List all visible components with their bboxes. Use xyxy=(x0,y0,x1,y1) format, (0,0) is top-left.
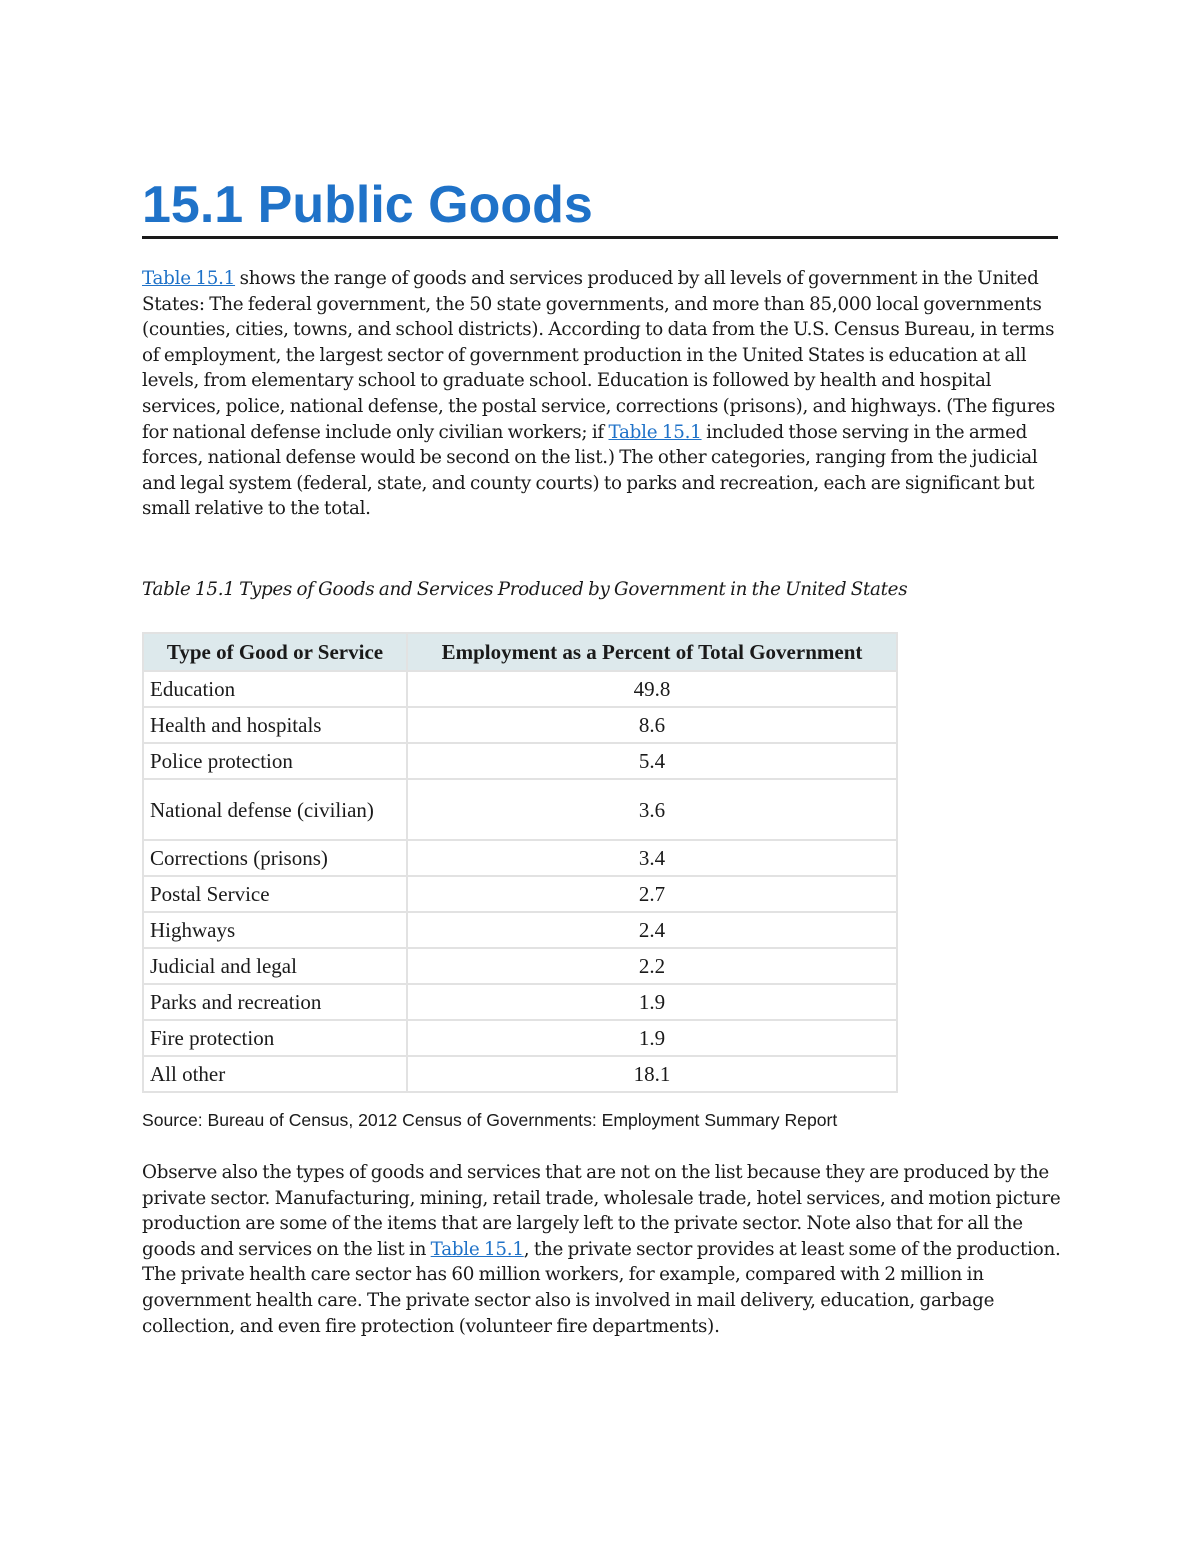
table-row xyxy=(144,744,896,778)
row-label: Police protection xyxy=(144,744,406,778)
table-caption: Table 15.1 Types of Goods and Services Produced by Government in the United States xyxy=(142,579,908,600)
row-value: 1.9 xyxy=(408,1021,896,1055)
row-value: 8.6 xyxy=(408,708,896,742)
row-label: Education xyxy=(144,672,406,706)
row-label: National defense (civilian) xyxy=(144,780,406,839)
column-header-employment: Employment as a Percent of Total Government xyxy=(408,634,896,670)
row-label: Health and hospitals xyxy=(144,708,406,742)
intro-text-part-2: included those serving in the armed forces, national defense would be second on the list.) The other categories, ranging from the judicial and legal system (federal, state, and county courts) to parks and recreation, each are significant but small relative to the total. xyxy=(142,421,1038,520)
table-15-1-link[interactable]: Table 15.1 xyxy=(142,268,236,289)
table-row xyxy=(144,1057,896,1091)
table-row xyxy=(144,672,896,706)
table-row xyxy=(144,780,896,839)
row-value: 1.9 xyxy=(408,985,896,1019)
row-value: 2.4 xyxy=(408,913,896,947)
table-row xyxy=(144,841,896,875)
table-row xyxy=(144,1021,896,1055)
row-label: Fire protection xyxy=(144,1021,406,1055)
intro-paragraph xyxy=(142,266,1062,522)
table-row xyxy=(144,913,896,947)
closing-paragraph xyxy=(142,1160,1062,1339)
table-row xyxy=(144,985,896,1019)
table-row xyxy=(144,708,896,742)
page-title: 15.1 Public Goods xyxy=(142,172,1058,239)
row-label: All other xyxy=(144,1057,406,1091)
row-value: 49.8 xyxy=(408,672,896,706)
row-value: 18.1 xyxy=(408,1057,896,1091)
table-row xyxy=(144,949,896,983)
row-value: 2.7 xyxy=(408,877,896,911)
column-header-type: Type of Good or Service xyxy=(144,634,406,670)
row-label: Highways xyxy=(144,913,406,947)
table-row xyxy=(144,877,896,911)
row-value: 5.4 xyxy=(408,744,896,778)
row-label: Corrections (prisons) xyxy=(144,841,406,875)
row-value: 2.2 xyxy=(408,949,896,983)
table-source-note: Source: Bureau of Census, 2012 Census of Governments: Employment Summary Report xyxy=(142,1110,838,1130)
table-15-1-link[interactable]: Table 15.1 xyxy=(430,1238,524,1260)
row-value: 3.6 xyxy=(408,780,896,839)
row-label: Parks and recreation xyxy=(144,985,406,1019)
row-value: 3.4 xyxy=(408,841,896,875)
government-employment-table xyxy=(142,632,898,1093)
row-label: Judicial and legal xyxy=(144,949,406,983)
table-header-row xyxy=(144,634,896,670)
closing-text-part-1: Observe also the types of goods and services that are not on the list because they are produced by the private sector. Manufacturing, mining, retail trade, wholesale trade, hotel services, and motion picture production are some of the items that are largely left to the private sector. Note also that for all the goods and services on the list in xyxy=(142,1162,1061,1260)
table-15-1-link[interactable]: Table 15.1 xyxy=(608,421,702,443)
row-label: Postal Service xyxy=(144,877,406,911)
closing-text-part-2: , the private sector provides at least some of the production. The private health care sector has 60 million workers, for example, compared with 2 million in government health care. The private sector also is involved in mail delivery, education, garbage collection, and even fire protection (volunteer fire departments). xyxy=(142,1238,1061,1337)
intro-text-part-1: shows the range of goods and services produced by all levels of government in the United States: The federal government, the 50 state governments, and more than 85,000 local governments (counties, cities, towns, and school districts). According to data from the U.S. Census Bureau, in terms of employment, the largest sector of government production in the United States is education at all levels, from elementary school to graduate school. Education is followed by health and hospital services, police, national defense, the postal service, corrections (prisons), and highways. (The figures for national defense include only civilian workers; if xyxy=(142,268,1056,443)
